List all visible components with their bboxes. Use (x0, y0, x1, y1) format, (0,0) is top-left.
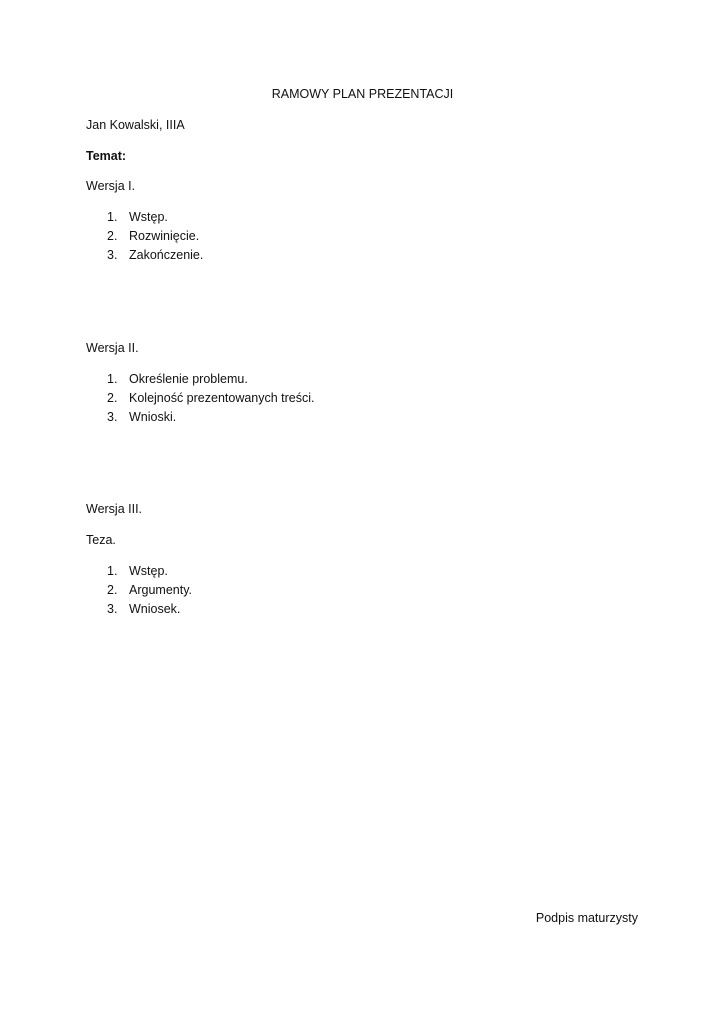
list-item-text: Wnioski. (129, 410, 177, 424)
list-item-text: Kolejność prezentowanych treści. (129, 391, 315, 405)
list-item (107, 563, 192, 582)
version-3-heading: Wersja III. (86, 502, 143, 516)
list-number: 2. (107, 229, 118, 243)
list-item-text: Argumenty. (129, 583, 192, 597)
author-line: Jan Kowalski, IIIA (86, 118, 185, 132)
list-number: 1. (107, 564, 118, 578)
list-number: 3. (107, 248, 118, 262)
list-item (107, 409, 315, 428)
list-item-text: Wniosek. (129, 602, 181, 616)
list-number: 3. (107, 602, 118, 616)
list-item (107, 228, 203, 247)
version-3-list (107, 563, 192, 620)
list-item (107, 601, 192, 620)
list-number: 2. (107, 391, 118, 405)
list-item-text: Wstęp. (129, 564, 168, 578)
signature-label: Podpis maturzysty (535, 911, 638, 925)
version-1-list (107, 209, 203, 266)
list-item (107, 371, 315, 390)
list-item-text: Określenie problemu. (129, 372, 248, 386)
list-item-text: Zakończenie. (129, 248, 204, 262)
list-number: 2. (107, 583, 118, 597)
list-item (107, 209, 203, 228)
version-2-list (107, 371, 315, 428)
thesis-label: Teza. (86, 533, 116, 547)
list-item-text: Rozwinięcie. (129, 229, 200, 243)
version-1-heading: Wersja I. (86, 179, 136, 193)
document-title: RAMOWY PLAN PREZENTACJI (271, 87, 454, 101)
list-item (107, 390, 315, 409)
list-number: 1. (107, 210, 118, 224)
topic-label: Temat: (86, 149, 127, 163)
list-item (107, 582, 192, 601)
list-number: 1. (107, 372, 118, 386)
list-number: 3. (107, 410, 118, 424)
list-item (107, 247, 203, 266)
version-2-heading: Wersja II. (86, 341, 139, 355)
list-item-text: Wstęp. (129, 210, 168, 224)
